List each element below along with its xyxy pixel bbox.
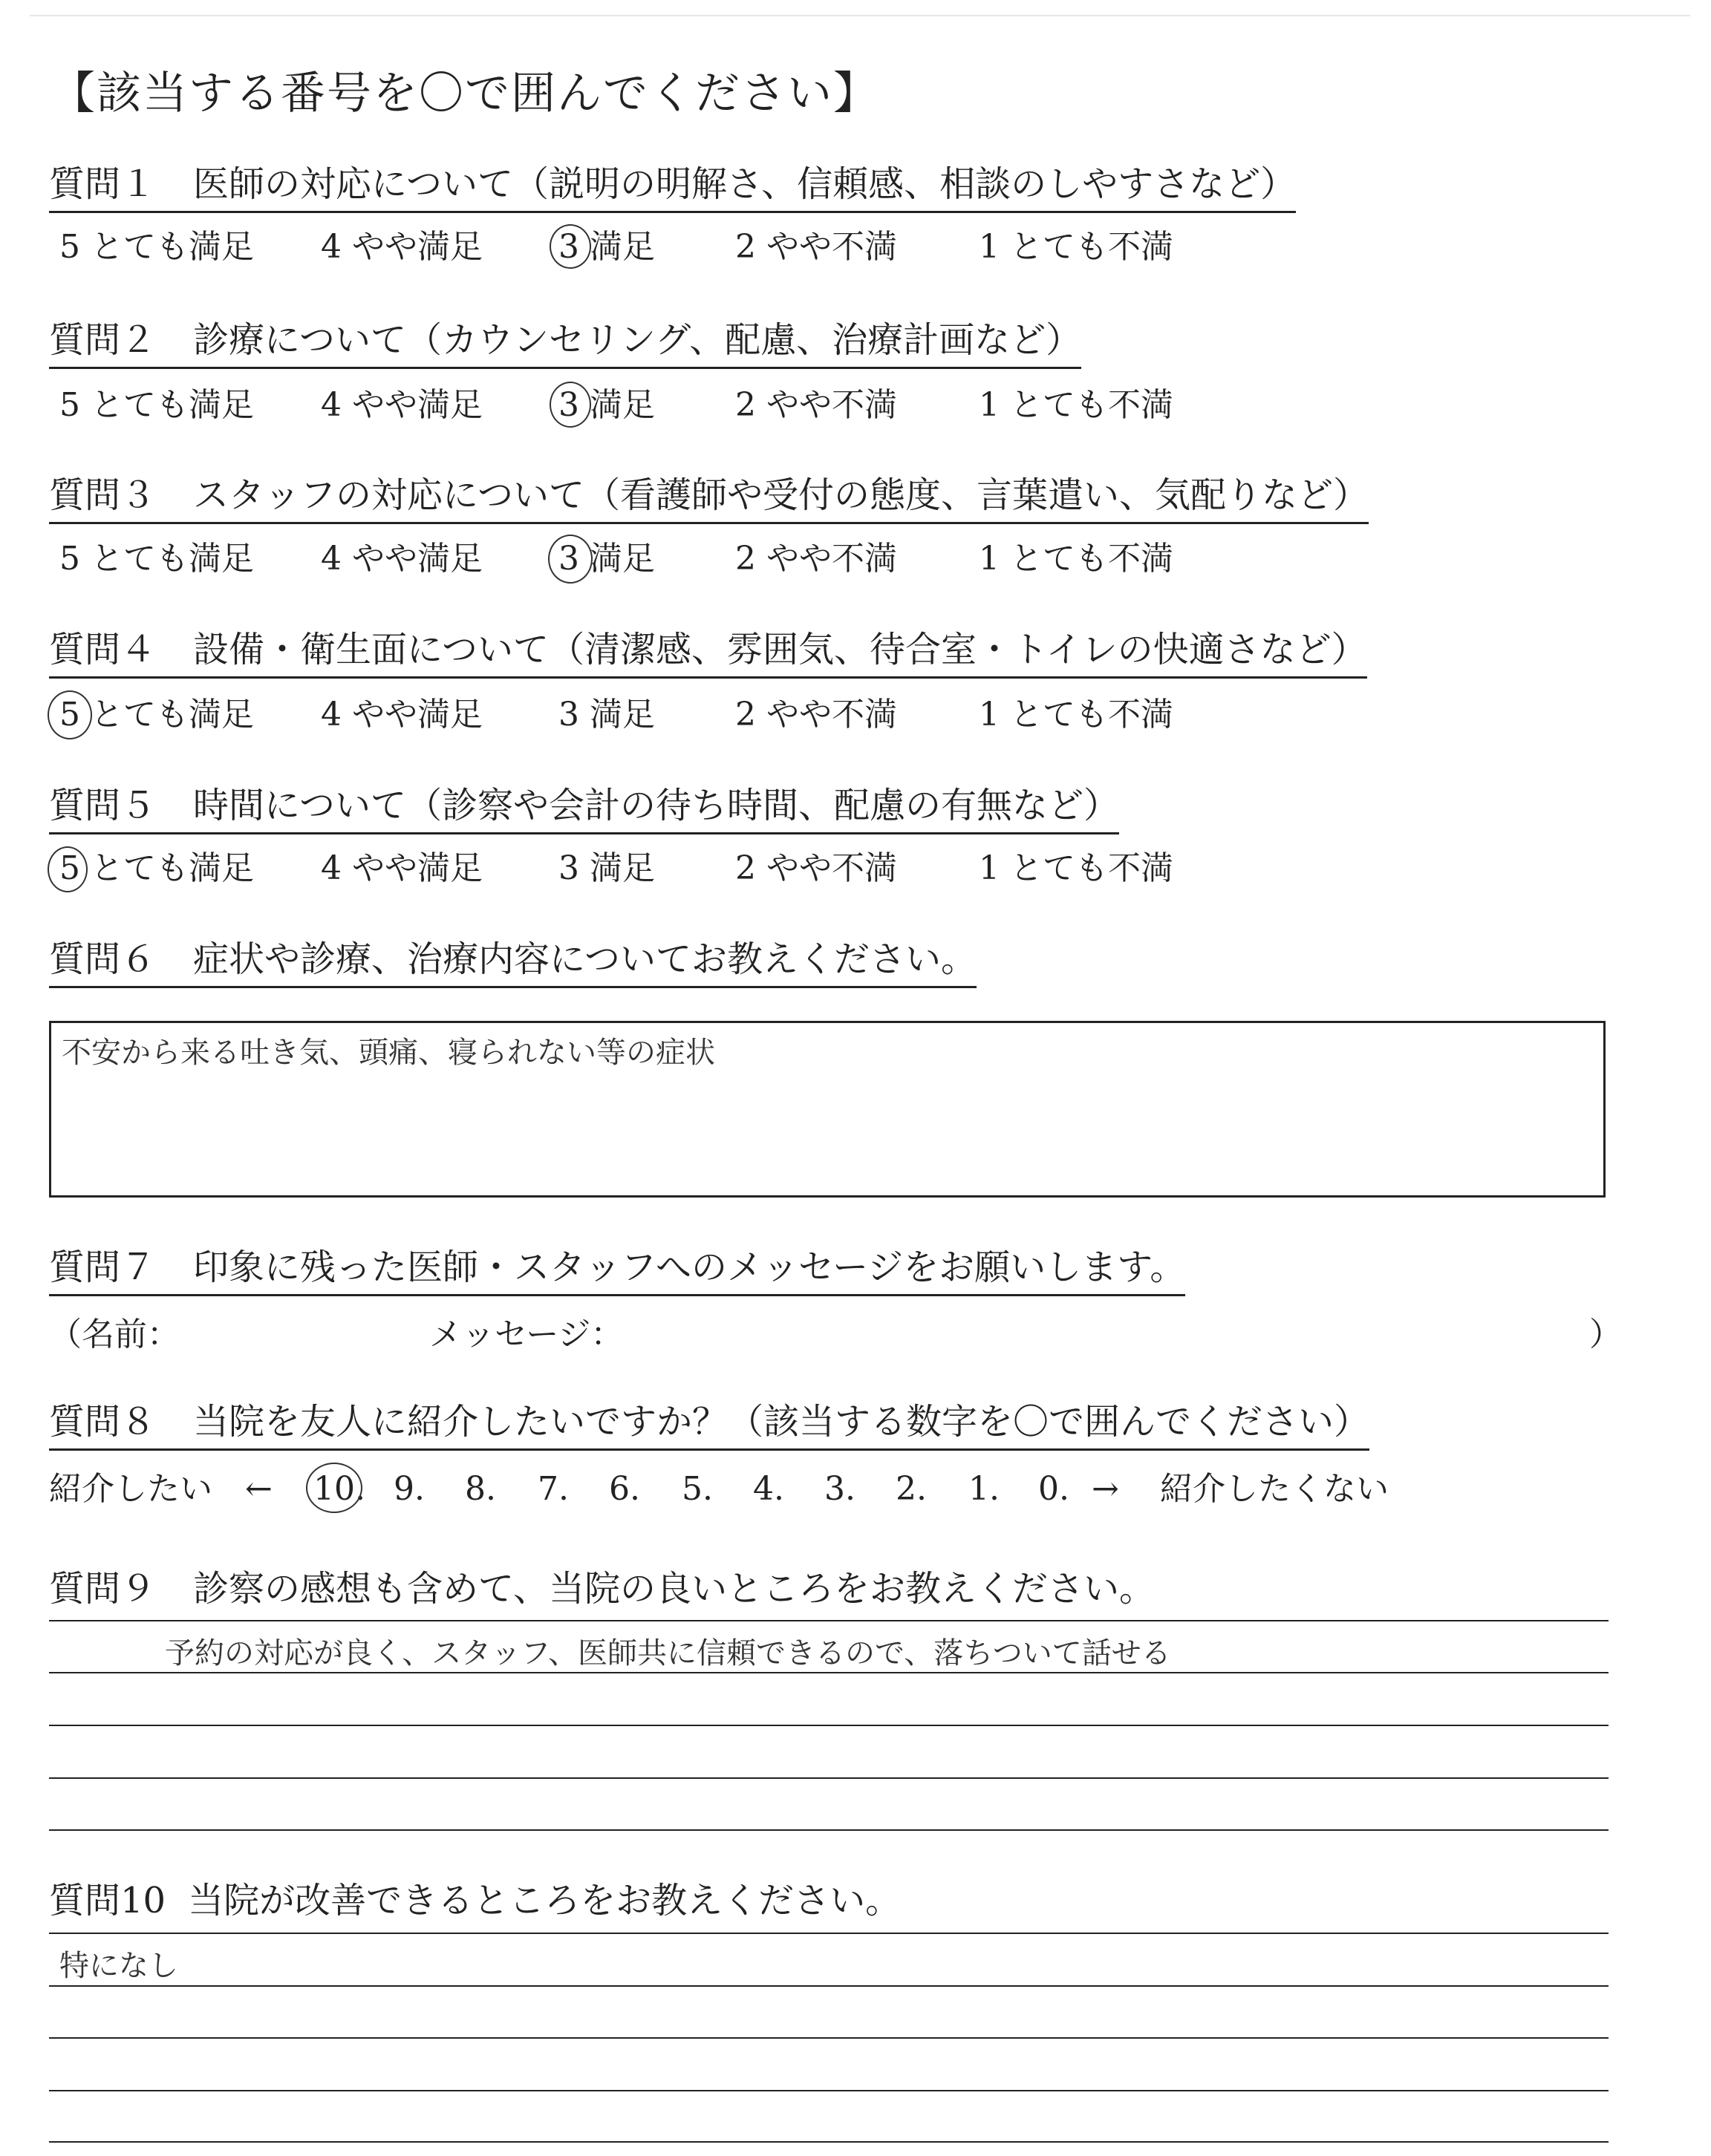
question-3-text: スタッフの対応について（看護師や受付の態度、言葉遣い、気配りなど） (193, 474, 1369, 516)
question-9-answer: 予約の対応が良く、スタッフ、医師共に信頼できるので、落ちついて話せる (165, 1636, 1171, 1670)
q9-answer-line-5 (49, 1829, 1609, 1831)
q3-option-3[interactable]: 3 満足 (558, 540, 655, 578)
scale-7[interactable]: 7. (538, 1470, 569, 1508)
question-4-heading (49, 627, 1367, 679)
closing-paren: ） (1589, 1316, 1622, 1353)
q5-option-3[interactable]: 3 満足 (558, 849, 655, 887)
question-5-number: 質問５ (49, 785, 157, 826)
not-recommend-label: 紹介したくない (1160, 1470, 1389, 1508)
q10-answer-line-1 (49, 1933, 1609, 1934)
q10-answer-line-5 (49, 2141, 1609, 2143)
q10-answer-line-4 (49, 2090, 1609, 2091)
q8-selection-circle (306, 1463, 362, 1513)
question-2-heading (49, 318, 1081, 369)
q10-answer-line-2 (49, 1985, 1609, 1987)
q4-option-3[interactable]: 3 満足 (558, 696, 655, 734)
question-4-text: 設備・衛生面について（清潔感、雰囲気、待合室・トイレの快適さなど） (193, 629, 1367, 670)
q1-option-1[interactable]: 1 とても不満 (979, 228, 1173, 266)
question-1-text: 医師の対応について（説明の明解さ、信頼感、相談のしやすさなど） (193, 163, 1297, 205)
q5-option-2[interactable]: 2 やや不満 (735, 849, 897, 887)
page-title: 【該当する番号を〇で囲んでください】 (50, 68, 879, 120)
right-arrow: → (1092, 1470, 1119, 1508)
question-7-heading (49, 1245, 1185, 1296)
q3-option-1[interactable]: 1 とても不満 (979, 540, 1173, 578)
q1-option-3[interactable]: 3 満足 (558, 228, 655, 266)
recommend-label: 紹介したい (49, 1470, 212, 1508)
question-9-number: 質問９ (49, 1568, 157, 1610)
question-10-heading (49, 1878, 901, 1923)
question-2-number: 質問２ (49, 319, 157, 361)
q5-option-4[interactable]: 4 やや満足 (321, 849, 483, 887)
q2-option-4[interactable]: 4 やや満足 (321, 386, 483, 424)
scale-3[interactable]: 3. (824, 1470, 856, 1508)
question-7-text: 印象に残った医師・スタッフへのメッセージをお願いします。 (193, 1247, 1186, 1288)
q1-option-2[interactable]: 2 やや不満 (735, 228, 897, 266)
q4-option-1[interactable]: 1 とても不満 (979, 696, 1173, 734)
q3-option-4[interactable]: 4 やや満足 (321, 540, 483, 578)
q9-answer-line-2 (49, 1672, 1609, 1673)
scale-5[interactable]: 5. (682, 1470, 713, 1508)
question-6-answer-box[interactable] (49, 1021, 1606, 1198)
q5-option-5[interactable]: 5 とても満足 (59, 849, 254, 887)
question-2-text: 診療について（カウンセリング、配慮、治療計画など） (193, 319, 1082, 361)
scale-0[interactable]: 0. (1038, 1470, 1069, 1508)
name-label: （名前： (49, 1316, 180, 1353)
left-arrow: ← (245, 1470, 273, 1508)
q2-option-3[interactable]: 3 満足 (558, 386, 655, 424)
q2-option-2[interactable]: 2 やや不満 (735, 386, 897, 424)
question-3-number: 質問３ (49, 474, 157, 516)
q2-option-5[interactable]: 5 とても満足 (59, 386, 254, 424)
scale-6[interactable]: 6. (609, 1470, 640, 1508)
q2-option-1[interactable]: 1 とても不満 (979, 386, 1173, 424)
question-10-number: 質問10 (49, 1880, 166, 1921)
scale-10[interactable]: 10. (313, 1470, 365, 1508)
scale-2[interactable]: 2. (896, 1470, 927, 1508)
q9-answer-line-4 (49, 1777, 1609, 1779)
page-top-edge (30, 15, 1690, 16)
question-5-text: 時間について（診察や会計の待ち時間、配慮の有無など） (193, 785, 1120, 826)
question-3-heading (49, 473, 1369, 524)
question-8-number: 質問８ (49, 1401, 157, 1443)
question-6-answer: 不安から来る吐き気、頭痛、寝られない等の症状 (62, 1036, 715, 1070)
q1-selection-circle (550, 224, 591, 269)
q4-option-2[interactable]: 2 やや不満 (735, 696, 897, 734)
question-4-number: 質問４ (49, 629, 157, 670)
question-8-text: 当院を友人に紹介したいですか？（該当する数字を〇で囲んでください） (193, 1401, 1370, 1443)
question-7-number: 質問７ (49, 1247, 157, 1288)
scale-9[interactable]: 9. (394, 1470, 425, 1508)
question-10-text: 当院が改善できるところをお教えください。 (188, 1880, 902, 1921)
message-label: メッセージ： (429, 1316, 624, 1353)
q3-selection-circle (548, 535, 593, 584)
question-1-heading (49, 162, 1296, 213)
question-10-answer: 特になし (59, 1949, 178, 1983)
q9-answer-line-1 (49, 1620, 1609, 1621)
question-9-text: 診察の感想も含めて、当院の良いところをお教えください。 (193, 1568, 1156, 1610)
q4-option-5[interactable]: 5 とても満足 (59, 696, 254, 734)
question-8-heading (49, 1399, 1369, 1451)
q3-option-2[interactable]: 2 やや不満 (735, 540, 897, 578)
question-1-number: 質問１ (49, 163, 157, 205)
question-6-number: 質問６ (49, 938, 157, 980)
scale-8[interactable]: 8. (465, 1470, 496, 1508)
q10-answer-line-3 (49, 2037, 1609, 2039)
q1-option-4[interactable]: 4 やや満足 (321, 228, 483, 266)
q2-selection-circle (550, 382, 591, 428)
q4-selection-circle (48, 690, 92, 739)
scale-1[interactable]: 1. (968, 1470, 1000, 1508)
question-5-heading (49, 783, 1119, 834)
q9-answer-line-3 (49, 1725, 1609, 1726)
q4-option-4[interactable]: 4 やや満足 (321, 696, 483, 734)
question-9-heading (49, 1567, 1155, 1611)
q5-selection-circle (48, 846, 88, 892)
q1-option-5[interactable]: 5 とても満足 (59, 228, 254, 266)
q5-option-1[interactable]: 1 とても不満 (979, 849, 1173, 887)
question-6-heading (49, 937, 977, 988)
scale-4[interactable]: 4. (753, 1470, 784, 1508)
question-6-text: 症状や診療、治療内容についてお教えください。 (193, 938, 977, 980)
q3-option-5[interactable]: 5 とても満足 (59, 540, 254, 578)
